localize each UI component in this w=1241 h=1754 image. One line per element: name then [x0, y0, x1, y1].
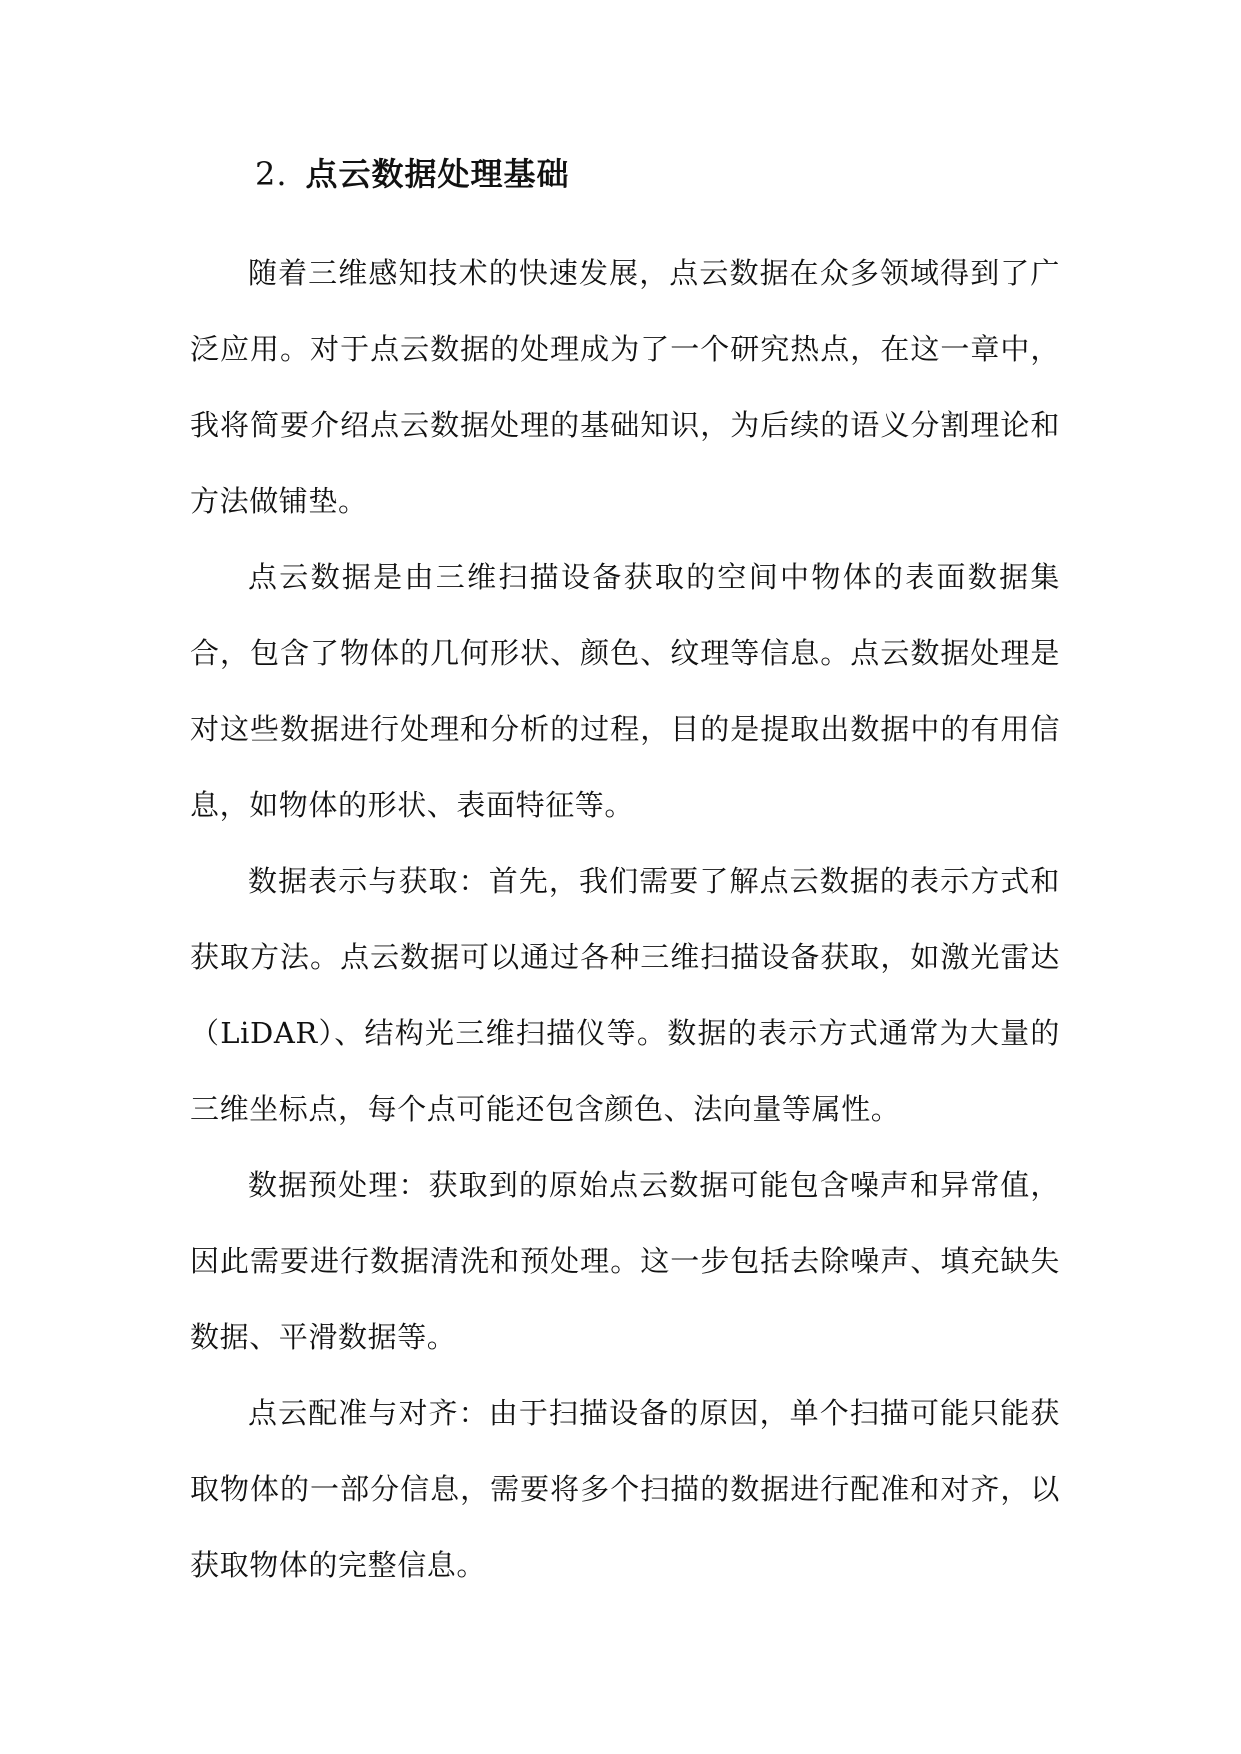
section-number: 2. [255, 155, 288, 193]
paragraph-intro: 随着三维感知技术的快速发展，点云数据在众多领域得到了广泛应用。对于点云数据的处理成为了一个研究热点，在这一章中，我将简要介绍点云数据处理的基础知识，为后续的语义分割理论和方法做铺垫。 [190, 256, 1060, 518]
paragraph-preprocessing: 数据预处理：获取到的原始点云数据可能包含噪声和异常值，因此需要进行数据清洗和预处理。这一步包括去除噪声、填充缺失数据、平滑数据等。 [190, 1168, 1060, 1354]
body-text [190, 235, 1060, 1603]
section-heading [255, 150, 570, 198]
paragraph-definition: 点云数据是由三维扫描设备获取的空间中物体的表面数据集合，包含了物体的几何形状、颜色、纹理等信息。点云数据处理是对这些数据进行处理和分析的过程，目的是提取出数据中的有用信息，如物体的形状、表面特征等。 [190, 560, 1060, 822]
paragraph-registration: 点云配准与对齐：由于扫描设备的原因，单个扫描可能只能获取物体的一部分信息，需要将多个扫描的数据进行配准和对齐，以获取物体的完整信息。 [190, 1396, 1060, 1582]
paragraph-representation: 数据表示与获取：首先，我们需要了解点云数据的表示方式和获取方法。点云数据可以通过各种三维扫描设备获取，如激光雷达（LiDAR）、结构光三维扫描仪等。数据的表示方式通常为大量的三维坐标点，每个点可能还包含颜色、法向量等属性。 [190, 864, 1060, 1126]
section-title: 点云数据处理基础 [305, 155, 570, 193]
